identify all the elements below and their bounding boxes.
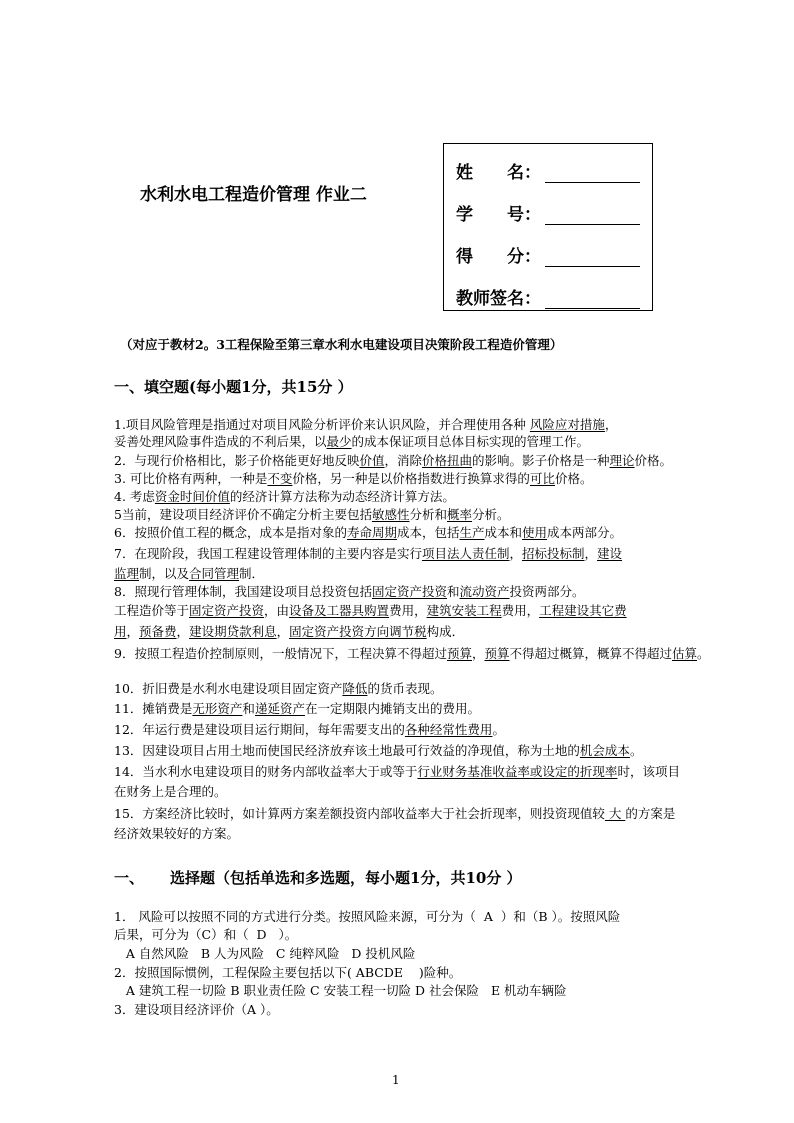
question-text: ，: [276, 624, 290, 639]
question-text: 9．按照工程造价控制原则，一般情况下，工程决算不得超过: [114, 646, 447, 661]
teacher-signature-blank[interactable]: [545, 290, 640, 309]
question-text: 12．年运行费是建设项目运行期间，每年需要支出的: [114, 722, 405, 737]
question-text: 经济效果较好的方案。: [114, 826, 240, 841]
question-text: 价格，另一种是以价格指数进行换算求得的: [292, 471, 530, 486]
answer-text: 工程建设其它费: [539, 603, 627, 618]
answer-text: 设备及工器具购置: [289, 603, 390, 618]
answer-text: 固定资产投资: [189, 603, 265, 618]
answer-text: 概率: [447, 507, 473, 522]
question-text: 1.项目风险管理是指通过对项目风险分析评价来认识风险，并合理使用各种: [114, 417, 530, 432]
question-text: ，由: [264, 603, 290, 618]
question-text: ，: [584, 546, 598, 561]
answer-text: 建设: [597, 546, 623, 561]
answer-text: 敏感性: [371, 507, 410, 522]
answer-text: 预算: [484, 646, 510, 661]
score-label: 得 分：: [456, 247, 541, 267]
question-line: [114, 471, 592, 487]
question-line: [114, 826, 239, 842]
question-text: ，消除: [384, 453, 422, 468]
question-line: [114, 489, 455, 505]
choice-line: A 建筑工程一切险 B 职业责任险 C 安装工程一切险 D 社会保险 E 机动车辆险: [114, 983, 567, 998]
student-id-label: 学 号：: [456, 205, 541, 225]
question-line: [114, 417, 617, 433]
name-row: [456, 158, 640, 183]
question-text: 13．因建设项目占用土地而使国民经济放弃该土地最可行效益的净现值，称为土地的: [114, 743, 580, 758]
question-text: 6．按照价值工程的概念，成本是指对象的: [114, 525, 347, 540]
question-line: [114, 646, 710, 662]
answer-text: 不变: [267, 471, 293, 486]
question-text: 10．折旧费是水利水电建设项目固定资产: [114, 681, 343, 696]
answer-text: 建设期贷款利息: [189, 624, 277, 639]
answer-text: 监理: [114, 566, 140, 581]
answer-text: 估算: [672, 646, 698, 661]
question-text: 和: [242, 701, 255, 716]
choice-line: 2．按照国际惯例，工程保险主要包括以下( ABCDE )险种。: [114, 965, 462, 980]
answer-text: 预备费: [139, 624, 177, 639]
answer-text: 寿命周期: [346, 525, 397, 540]
question-text: 分析。: [472, 507, 510, 522]
student-id-blank[interactable]: [545, 206, 640, 225]
teacher-signature-label: 教师签名：: [456, 289, 541, 309]
question-text: ，: [126, 624, 140, 639]
name-blank[interactable]: [545, 164, 640, 183]
answer-text: 可比: [529, 471, 555, 486]
question-text: 2．与现行价格相比，影子价格能更好地反映: [114, 453, 360, 468]
question-line: [114, 525, 622, 541]
answer-text: 机会成本: [579, 743, 630, 758]
answer-text: 无形资产: [192, 701, 243, 716]
question-line: [114, 722, 505, 738]
question-text: 成本两部分。: [547, 525, 623, 540]
question-text: 的货币表现。: [367, 681, 443, 696]
teacher-signature-row: [456, 284, 640, 309]
question-text: 投资两部分。: [509, 584, 585, 599]
question-text: 分析和: [409, 507, 447, 522]
question-text: 在财务上是合理的。: [114, 784, 227, 799]
section-choice-heading: 选择题（包括单选和多选题，每小题1分，共10分 ）: [170, 869, 522, 887]
question-text: 的方案是: [625, 806, 676, 821]
question-text: 和: [446, 584, 460, 599]
question-text: 的经济计算方法称为动态经济计算方法。: [229, 489, 455, 504]
question-line: [114, 681, 442, 697]
question-text: 。: [492, 722, 505, 737]
question-text: 价格。: [634, 453, 673, 468]
question-text: 费用，: [501, 603, 540, 618]
answer-text: 价值: [359, 453, 385, 468]
question-line: [114, 453, 672, 469]
question-text: 成本和: [484, 525, 523, 540]
question-line: [114, 806, 675, 822]
question-line: [114, 743, 642, 759]
question-text: 妥善处理风险事件造成的不利后果，以: [114, 434, 327, 449]
answer-text: 行业财务基准收益率或设定的折现率: [417, 764, 618, 779]
answer-text: 理论: [609, 453, 635, 468]
answer-text: 降低: [342, 681, 368, 696]
answer-text: 递延资产: [254, 701, 305, 716]
question-text: 制，以及: [139, 566, 190, 581]
question-text: 3. 可比价格有两种，一种是: [114, 471, 268, 486]
question-line: [114, 507, 510, 523]
question-text: 不得超过概算，概算不得超过: [509, 646, 673, 661]
choice-line: 3．建设项目经济评价（A ）。: [114, 1002, 279, 1017]
question-text: 15．方案经济比较时，如计算两方案差额投资内部收益率大于社会折现率，则投资现值较: [114, 806, 605, 821]
answer-text: 固定资产投资: [371, 584, 447, 599]
student-info-box: [443, 143, 653, 311]
answer-text: 资金时间价值: [154, 489, 230, 504]
question-text: 14．当水利水电建设项目的财务内部收益率大于或等于: [114, 764, 418, 779]
answer-text: 各种经常性费用: [404, 722, 493, 737]
question-text: 11．摊销费是: [114, 701, 193, 716]
question-text: 。: [629, 743, 643, 758]
answer-text: 大: [604, 806, 626, 821]
answer-text: 流动资产: [459, 584, 510, 599]
student-id-row: [456, 200, 640, 225]
question-line: [114, 764, 680, 780]
question-text: 价格。: [554, 471, 593, 486]
question-text: ，: [176, 624, 190, 639]
question-text: ，: [604, 417, 618, 432]
question-text: ，: [471, 646, 485, 661]
document-title: 水利水电工程造价管理 作业二: [140, 185, 367, 205]
choice-line: A 自然风险 B 人为风险 C 纯粹风险 D 投机风险: [114, 946, 416, 961]
question-text: 构成．: [426, 624, 465, 639]
question-text: 工程造价等于: [114, 603, 190, 618]
question-line: [114, 434, 589, 450]
question-text: 成本，包括: [396, 525, 460, 540]
question-text: 8．照现行管理体制，我国建设项目总投资包括: [114, 584, 372, 599]
page-number: 1: [392, 1073, 400, 1087]
question-text: 5当前，建设项目经济评价不确定分析主要包括: [114, 507, 372, 522]
score-blank[interactable]: [545, 248, 640, 267]
answer-text: 建筑安装工程: [426, 603, 502, 618]
answer-text: 使用: [522, 525, 548, 540]
section-fill-in-heading: 一、填空题(每小题1分，共15分 ）: [114, 378, 353, 396]
question-line: [114, 603, 627, 619]
question-text: 在一定期限内摊销支出的费用。: [304, 701, 480, 716]
answer-text: 生产: [459, 525, 485, 540]
subtitle: （对应于教材2。3工程保险至第三章水利水电建设项目决策阶段工程造价管理）: [120, 337, 563, 352]
answer-text: 合同管理: [189, 566, 240, 581]
name-label: 姓 名：: [456, 163, 541, 183]
question-line: [114, 546, 622, 562]
question-text: 。: [697, 646, 710, 661]
question-line: [114, 784, 227, 800]
answer-text: 最少: [326, 434, 352, 449]
answer-text: 风险应对措施: [529, 417, 605, 432]
question-text: 7．在现阶段，我国工程建设管理体制的主要内容是实行: [114, 546, 422, 561]
question-text: 费用，: [389, 603, 427, 618]
choice-line: 1． 风险可以按照不同的方式进行分类。按照风险来源，可分为（ A ）和（B ）。按照风险: [114, 909, 621, 924]
question-text: 4. 考虑: [114, 489, 155, 504]
question-text: 的影响。影子价格是一种: [472, 453, 610, 468]
score-row: [456, 242, 640, 267]
question-line: [114, 624, 464, 640]
answer-text: 项目法人责任制: [421, 546, 510, 561]
question-line: [114, 566, 264, 582]
question-line: [114, 584, 585, 600]
answer-text: 招标投标制: [522, 546, 585, 561]
question-text: 制．: [239, 566, 265, 581]
question-text: ，: [509, 546, 522, 561]
question-text: 的成本保证项目总体目标实现的管理工作。: [351, 434, 590, 449]
answer-text: 固定资产投资方向调节税: [289, 624, 427, 639]
answer-text: 预算: [446, 646, 472, 661]
question-line: [114, 701, 480, 717]
choice-line: 后果，可分为（C）和（ D ）。: [114, 927, 298, 942]
answer-text: 价格扭曲: [422, 453, 473, 468]
question-text: 时，该项目: [617, 764, 680, 779]
answer-text: 用: [114, 624, 127, 639]
section-choice-number: 一、: [114, 869, 145, 887]
